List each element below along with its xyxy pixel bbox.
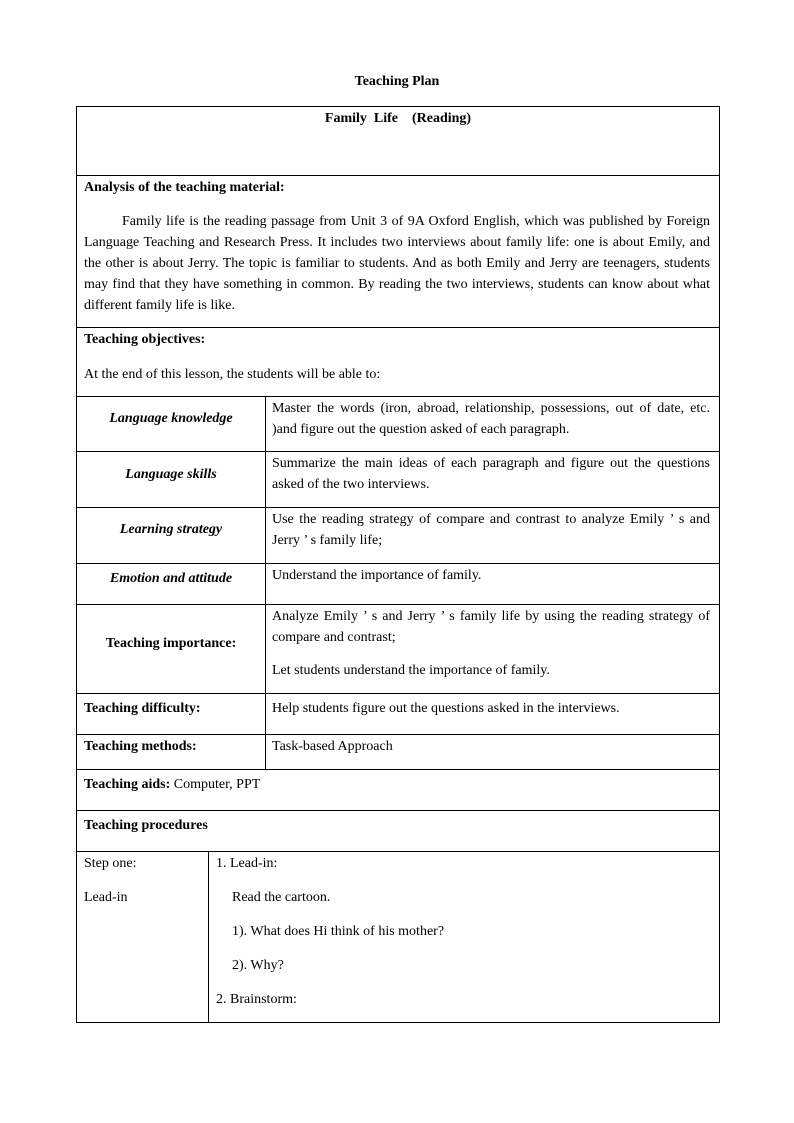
row-label: Learning strategy xyxy=(119,522,223,537)
step-label-cell xyxy=(76,851,209,1023)
difficulty-label: Teaching difficulty: xyxy=(84,701,201,716)
row-text: Use the reading strategy of compare and contrast to analyze Emily ’ s and Jerry ’ s family life; xyxy=(272,512,710,548)
analysis-heading: Analysis of the teaching material: xyxy=(84,180,285,195)
importance-label: Teaching importance: xyxy=(105,636,237,651)
lesson-title: Family Life (Reading) xyxy=(324,111,472,126)
step-question-2: 2). Why? xyxy=(232,958,284,973)
difficulty-text: Help students figure out the questions asked in the interviews. xyxy=(272,701,620,716)
importance-text-1: Analyze Emily ’ s and Jerry ’ s family life by using the reading strategy of compare and contrast; xyxy=(272,609,710,645)
step-item-1: 1. Lead-in: xyxy=(216,856,278,871)
aids-line xyxy=(84,774,260,795)
step-question-1: 1). What does Hi think of his mother? xyxy=(232,924,445,939)
step-item-1a: Read the cartoon. xyxy=(232,890,331,905)
row-text: Understand the importance of family. xyxy=(272,568,482,583)
row-label: Emotion and attitude xyxy=(109,571,233,586)
objectives-intro: At the end of this lesson, the students will be able to: xyxy=(84,367,381,382)
step-name: Step one: xyxy=(84,856,137,871)
row-text: Master the words (iron, abroad, relationship, possessions, out of date, etc. )and figure out the question asked of each paragraph. xyxy=(272,401,710,437)
objectives-heading: Teaching objectives: xyxy=(84,332,206,347)
step-title: Lead-in xyxy=(84,890,128,905)
row-label: Language knowledge xyxy=(109,411,233,426)
procedures-heading: Teaching procedures xyxy=(84,818,208,833)
analysis-body: Family life is the reading passage from Unit 3 of 9A Oxford English, which was published by Foreign Language Teaching and Research Press. It includes two interviews about family life: one is about Emily, and the other is about Jerry. The topic is familiar to students. And as both Emily and Jerry are teenagers, students may find that they have something in common. By reading the two interviews, students can know about what different family life is like. xyxy=(84,214,710,313)
methods-label: Teaching methods: xyxy=(84,739,197,754)
row-label: Language skills xyxy=(125,467,217,482)
methods-text: Task-based Approach xyxy=(272,739,393,754)
row-text: Summarize the main ideas of each paragraph and figure out the questions asked of the two interviews. xyxy=(272,456,710,492)
aids-label: Teaching aids: xyxy=(84,777,171,792)
importance-text-2: Let students understand the importance of family. xyxy=(272,663,550,678)
page-title: Teaching Plan xyxy=(354,74,440,89)
aids-text: Computer, PPT xyxy=(170,777,261,792)
step-item-2: 2. Brainstorm: xyxy=(216,992,297,1007)
